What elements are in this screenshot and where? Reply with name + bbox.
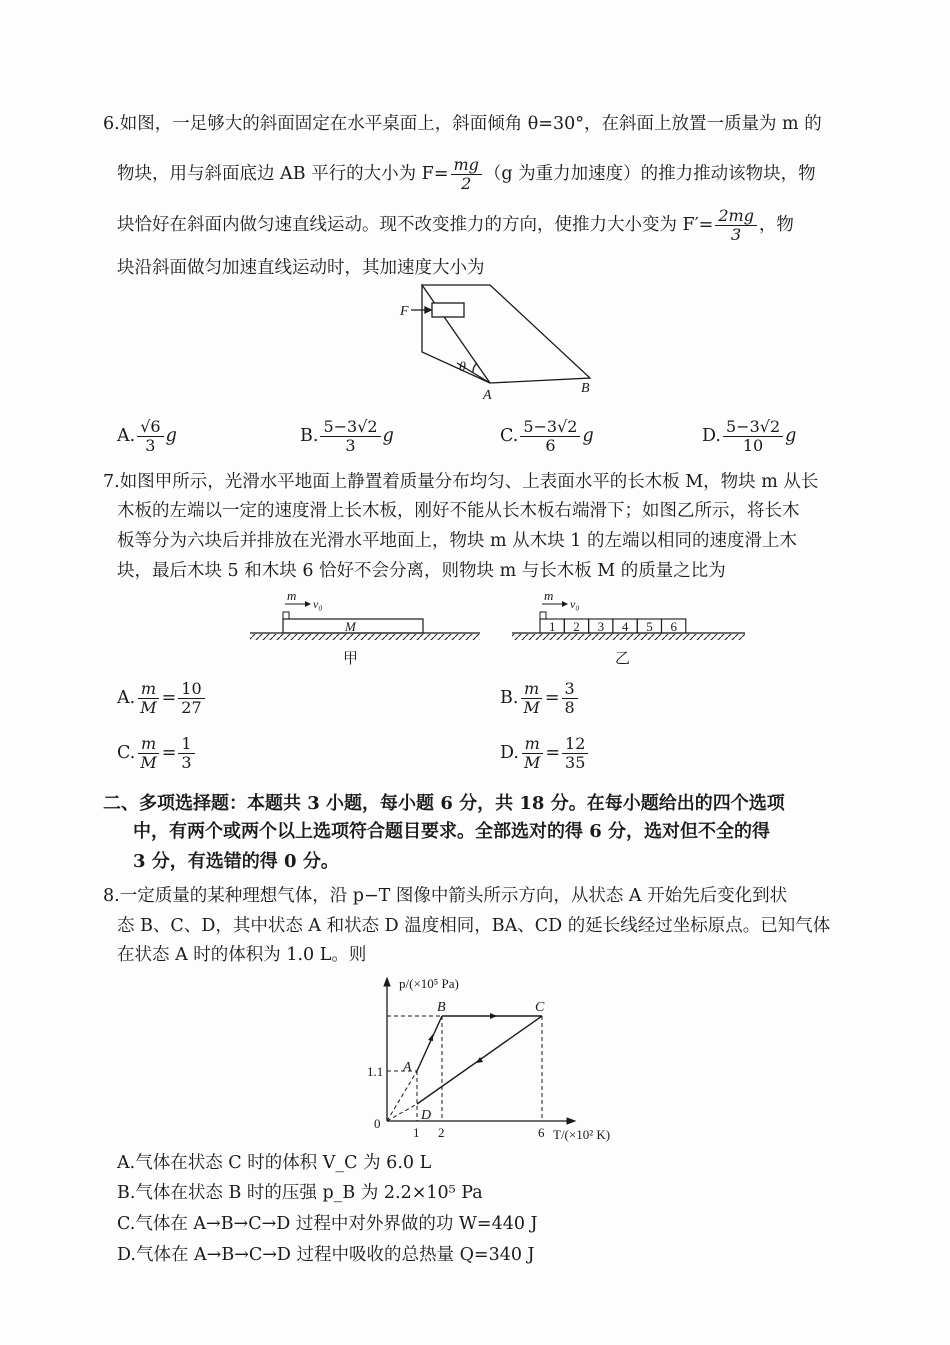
label-A: A (483, 388, 492, 403)
q8-line-2: 态 B、C、D，其中状态 A 和状态 D 温度相同，BA、CD 的延长线经过坐标原点。已知气体 (117, 916, 831, 936)
arrow-head-icon (425, 307, 431, 313)
option-suffix: g (582, 426, 594, 446)
x-tick: 2 (438, 1125, 445, 1140)
option-label: B. (500, 688, 519, 708)
q7-option (500, 735, 590, 772)
fraction (723, 418, 783, 455)
q6-line-4: 块沿斜面做匀加速直线运动时，其加速度大小为 (117, 258, 485, 278)
wood-block-number: 2 (573, 619, 580, 634)
x-arrow-icon (567, 1118, 575, 1124)
numerator: mg (451, 156, 482, 175)
q6-line-1: 6.如图，一足够大的斜面固定在水平桌面上，斜面倾角 θ=30°，在斜面上放置一质量为 m 的 (103, 114, 822, 134)
denominator: 27 (181, 698, 202, 717)
p-T-graph (355, 970, 635, 1150)
numerator: 12 (562, 735, 588, 754)
numerator: √6 (137, 418, 163, 437)
fraction (562, 680, 578, 717)
q8-option-d: D.气体在 A→B→C→D 过程中吸收的总热量 Q=340 J (117, 1245, 535, 1265)
q8-line-1: 8.一定质量的某种理想气体，沿 p−T 图像中箭头所示方向，从状态 A 开始先后变化到状 (103, 886, 788, 906)
option-label: A. (117, 688, 136, 708)
ratio-fraction (137, 680, 159, 717)
denominator: 3 (345, 436, 356, 455)
option-label: D. (702, 426, 721, 446)
x-axis-label: T/(×10² K) (553, 1127, 611, 1142)
q7-line-3: 板等分为六块后并排放在光滑水平地面上，物块 m 从木块 1 的左端以相同的速度滑上木 (117, 531, 797, 551)
option-suffix: g (165, 426, 177, 446)
denominator: 8 (564, 698, 575, 717)
equals: = (161, 743, 177, 763)
q6-line-2-b: （g 为重力加速度）的推力推动该物块，物 (483, 164, 816, 184)
equals: = (544, 688, 560, 708)
fraction (715, 207, 757, 244)
option-label: A. (117, 426, 136, 446)
wood-block-number: 1 (549, 619, 556, 634)
option-label: D. (500, 743, 519, 763)
label-v0: v₀ (313, 597, 323, 611)
board-figures (245, 588, 755, 670)
arrow-BC-icon (490, 1013, 497, 1019)
q8-option-a: A.气体在状态 C 时的体积 V_C 为 6.0 L (117, 1153, 432, 1173)
wood-block-number: 4 (621, 619, 629, 634)
label-M: M (345, 619, 356, 634)
q7-option (117, 680, 207, 717)
figure-jia (250, 588, 480, 667)
label-theta: θ (459, 360, 466, 375)
denominator: M (523, 753, 541, 772)
option-suffix: g (785, 426, 797, 446)
label-m: m (544, 588, 554, 603)
fraction (178, 680, 204, 717)
line-AB (417, 1016, 442, 1071)
denominator: M (140, 753, 157, 772)
label-v0: v₀ (570, 597, 580, 611)
numerator: m (522, 735, 543, 754)
denominator: 3 (181, 753, 192, 772)
numerator: 5−3√2 (520, 418, 580, 437)
q6-option (117, 418, 177, 455)
wood-block-number: 6 (670, 619, 677, 634)
q6-line-3-a: 块恰好在斜面内做匀速直线运动。现不改变推力的方向，使推力大小变为 F′= (117, 215, 714, 235)
caption-yi: 乙 (615, 651, 631, 667)
q8-option-b: B.气体在状态 B 时的压强 p_B 为 2.2×10⁵ Pa (117, 1183, 483, 1203)
q6-line-3-b: ，物 (758, 215, 794, 235)
y-axis-label: p/(×10⁵ Pa) (399, 976, 459, 991)
q6-option (300, 418, 394, 455)
numerator: 10 (178, 680, 204, 699)
denominator: 35 (565, 753, 586, 772)
denominator: 10 (742, 436, 764, 455)
denominator: 2 (461, 174, 472, 193)
label-B: B (581, 381, 590, 396)
q6-option (500, 418, 594, 455)
numerator: m (138, 735, 159, 754)
point-D-label: D (421, 1108, 432, 1123)
option-label: C. (500, 426, 519, 446)
origin-label: 0 (374, 1116, 381, 1131)
incline-figure (395, 275, 615, 405)
small-block (283, 612, 289, 619)
wood-block-number: 3 (597, 619, 605, 634)
ratio-fraction (520, 680, 542, 717)
fraction (178, 735, 194, 772)
small-block (540, 612, 546, 619)
section2-line-2: 中，有两个或两个以上选项符合题目要求。全部选对的得 6 分，选对但不全的得 (133, 821, 771, 842)
section2-line-3: 3 分，有选错的得 0 分。 (133, 851, 339, 872)
numerator: m (138, 680, 159, 699)
q6-line-2-a: 物块，用与斜面底边 AB 平行的大小为 F= (117, 164, 449, 184)
option-label: B. (300, 426, 319, 446)
denominator: M (523, 698, 540, 717)
arrow-AB-icon (428, 1034, 433, 1041)
q7-line-4: 块，最后木块 5 和木块 6 恰好不会分离，则物块 m 与长木板 M 的质量之比为 (117, 561, 726, 581)
q7-option (500, 680, 580, 717)
fraction (451, 156, 482, 193)
q7-line-2: 木板的左端以一定的速度滑上长木板，刚好不能从长木板右端滑下；如图乙所示，将长木 (117, 501, 800, 521)
caption-jia: 甲 (343, 651, 359, 667)
section2-line-1: 二、多项选择题：本题共 3 小题，每小题 6 分，共 18 分。在每小题给出的四个选项 (103, 793, 785, 814)
numerator: 2mg (715, 207, 757, 226)
q8-option-c: C.气体在 A→B→C→D 过程中对外界做的功 W=440 J (117, 1214, 538, 1234)
y-arrow-icon (384, 978, 390, 986)
numerator: 1 (178, 735, 194, 754)
q6-line-2 (117, 156, 816, 193)
point-B-label: B (437, 1000, 446, 1015)
label-m: m (287, 588, 297, 603)
denominator: 3 (145, 436, 156, 455)
point-A-label: A (403, 1060, 412, 1075)
angle-arc (473, 363, 477, 372)
x-tick: 6 (538, 1125, 545, 1140)
denominator: 3 (731, 225, 742, 244)
option-label: C. (117, 743, 136, 763)
figure-yi (512, 588, 745, 667)
numerator: 5−3√2 (723, 418, 783, 437)
block (432, 303, 464, 317)
fraction (137, 418, 163, 455)
numerator: m (521, 680, 542, 699)
q6-option (702, 418, 796, 455)
equals: = (161, 688, 177, 708)
ratio-fraction (137, 735, 159, 772)
denominator: 6 (545, 436, 556, 455)
q6-line-3 (117, 207, 794, 244)
fraction (320, 418, 380, 455)
ratio-fraction (521, 735, 543, 772)
equals: = (545, 743, 561, 763)
q7-option (117, 735, 197, 772)
point-C-label: C (535, 1000, 545, 1015)
option-suffix: g (382, 426, 394, 446)
fraction (520, 418, 580, 455)
numerator: 5−3√2 (320, 418, 380, 437)
denominator: M (140, 698, 157, 717)
wood-block-number: 5 (646, 619, 653, 634)
x-tick: 1 (413, 1125, 420, 1140)
q8-line-3: 在状态 A 时的体积为 1.0 L。则 (117, 945, 367, 965)
label-F: F (400, 304, 409, 319)
q7-line-1: 7.如图甲所示，光滑水平地面上静置着质量分布均匀、上表面水平的长木板 M，物块 m 从长 (103, 472, 819, 492)
numerator: 3 (562, 680, 578, 699)
y-tick: 1.1 (367, 1064, 384, 1079)
fraction (562, 735, 588, 772)
incline-top-face (422, 285, 590, 383)
